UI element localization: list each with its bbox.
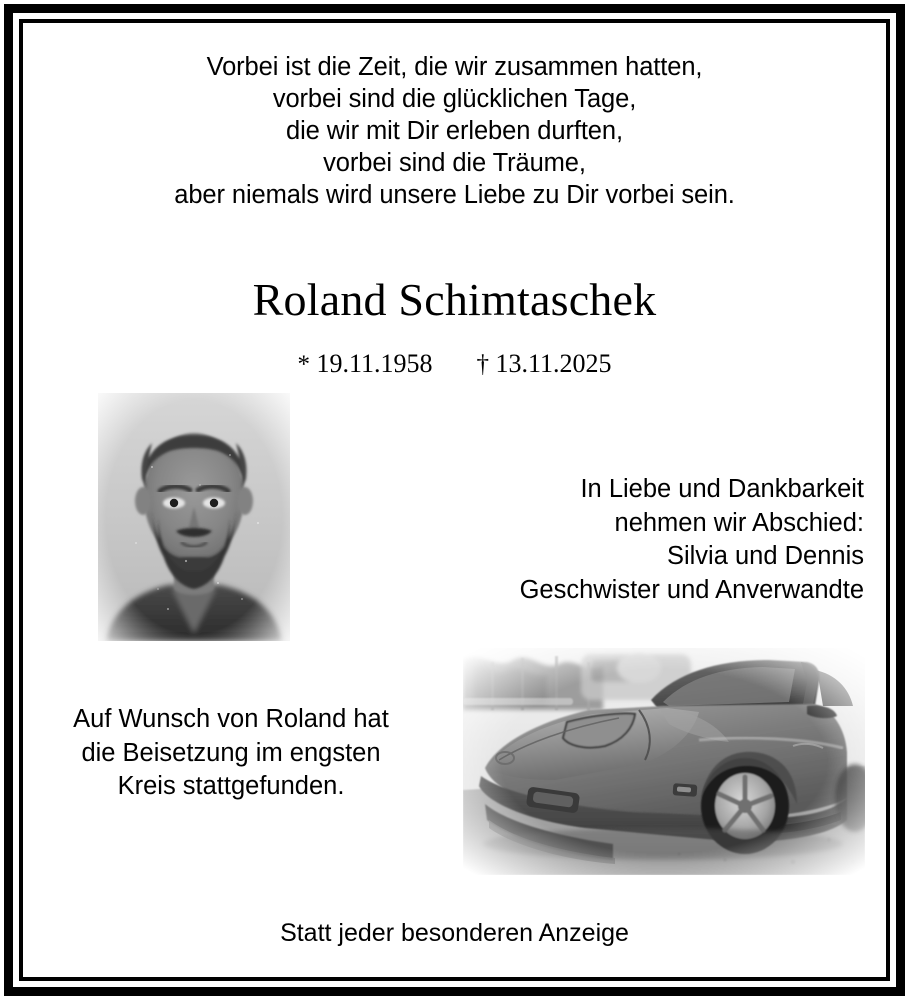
notice-content: [23, 23, 886, 977]
car-photo: [463, 648, 865, 875]
birth-date: 19.11.1958: [316, 349, 433, 378]
deceased-name: Roland Schimtaschek: [252, 274, 657, 325]
poem-line-4: vorbei sind die Träume,: [323, 149, 586, 177]
poem-line-1: Vorbei ist die Zeit, die wir zusammen hatten,: [206, 53, 703, 81]
farewell-line-3: Silvia und Dennis: [666, 542, 864, 570]
farewell-message: [520, 473, 864, 607]
poem-line-3: die wir mit Dir erleben durften,: [286, 117, 623, 145]
farewell-line-1: In Liebe und Dankbarkeit: [580, 475, 864, 503]
portrait-photo: [98, 393, 290, 641]
life-dates: [23, 348, 886, 381]
burial-note: [41, 703, 421, 804]
car-photo-frame: [463, 648, 865, 875]
death-date: 13.11.2025: [495, 349, 612, 378]
farewell-line-4: Geschwister und Anverwandte: [519, 575, 864, 604]
birth-date-group: [297, 349, 432, 378]
burial-line-3: Kreis stattgefunden.: [117, 772, 345, 800]
portrait-photo-image: [98, 393, 290, 641]
death-cross-icon: †: [476, 351, 489, 378]
memorial-poem: [23, 51, 886, 211]
birth-star-icon: *: [297, 351, 310, 378]
footer-note: Statt jeder besonderen Anzeige: [280, 919, 629, 947]
poem-line-5: aber niemals wird unsere Liebe zu Dir vorbei sein.: [174, 181, 735, 209]
poem-line-2: vorbei sind die glücklichen Tage,: [272, 85, 637, 113]
burial-line-2: die Beisetzung im engsten: [81, 738, 381, 767]
car-photo-image: [463, 648, 865, 875]
death-date-group: [477, 349, 612, 378]
farewell-line-2: nehmen wir Abschied:: [614, 508, 864, 537]
portrait-photo-frame: [98, 393, 290, 641]
burial-line-1: Auf Wunsch von Roland hat: [73, 705, 389, 733]
